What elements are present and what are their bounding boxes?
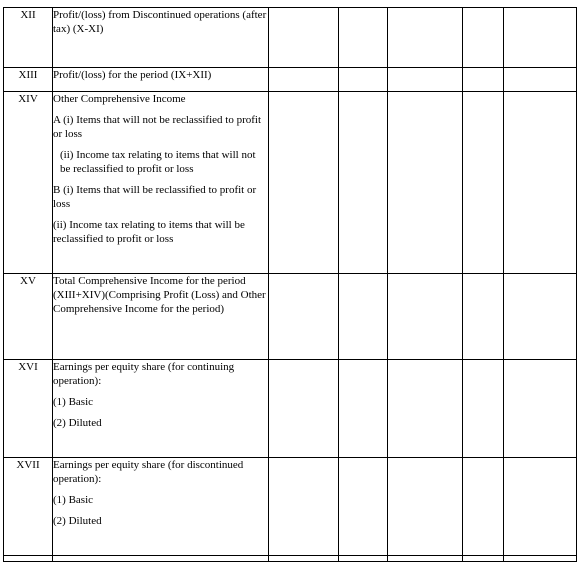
particulars-line: Other Comprehensive Income bbox=[53, 93, 186, 105]
amount-cell bbox=[269, 360, 339, 458]
table-row bbox=[4, 8, 577, 68]
particulars-line: Profit/(loss) from Discontinued operations (after tax) (X-XI) bbox=[53, 9, 267, 35]
amount-cell bbox=[504, 274, 577, 360]
amount-cell bbox=[339, 8, 388, 68]
amount-cell bbox=[339, 68, 388, 92]
particulars-line: (ii) Income tax relating to items that will not be reclassified to profit or loss bbox=[60, 149, 256, 175]
table-row bbox=[4, 274, 577, 360]
amount-cell bbox=[504, 556, 577, 562]
row-particulars bbox=[53, 274, 269, 360]
amount-cell bbox=[504, 68, 577, 92]
statement-table bbox=[3, 7, 577, 562]
row-particulars bbox=[53, 556, 269, 562]
amount-cell bbox=[339, 556, 388, 562]
amount-cell bbox=[388, 360, 463, 458]
table-row bbox=[4, 360, 577, 458]
amount-cell bbox=[339, 360, 388, 458]
row-number: XIII bbox=[4, 68, 53, 92]
table-row bbox=[4, 458, 577, 556]
row-particulars bbox=[53, 8, 269, 68]
amount-cell bbox=[463, 360, 504, 458]
particulars-line: Total Comprehensive Income for the period (XIII+XIV)(Comprising Profit (Loss) and Other Comprehensive Income for the period) bbox=[53, 275, 266, 315]
amount-cell bbox=[463, 458, 504, 556]
particulars-line: Earnings per equity share (for discontinued operation): bbox=[53, 459, 244, 485]
amount-cell bbox=[388, 274, 463, 360]
amount-cell bbox=[504, 458, 577, 556]
row-number: XII bbox=[4, 8, 53, 68]
row-number: XVII bbox=[4, 458, 53, 556]
amount-cell bbox=[269, 92, 339, 274]
amount-cell bbox=[388, 8, 463, 68]
amount-cell bbox=[269, 556, 339, 562]
row-particulars bbox=[53, 92, 269, 274]
amount-cell bbox=[463, 8, 504, 68]
amount-cell bbox=[504, 92, 577, 274]
particulars-line: (1) Basic bbox=[53, 396, 94, 408]
amount-cell bbox=[388, 458, 463, 556]
amount-cell bbox=[269, 458, 339, 556]
amount-cell bbox=[269, 274, 339, 360]
table-row bbox=[4, 92, 577, 274]
particulars-line: (ii) Income tax relating to items that will be reclassified to profit or loss bbox=[53, 219, 245, 245]
amount-cell bbox=[388, 92, 463, 274]
amount-cell bbox=[269, 8, 339, 68]
row-number: XVI bbox=[4, 360, 53, 458]
particulars-line: B (i) Items that will be reclassified to profit or loss bbox=[53, 184, 257, 210]
particulars-line: A (i) Items that will not be reclassified to profit or loss bbox=[53, 114, 262, 140]
row-particulars bbox=[53, 458, 269, 556]
amount-cell bbox=[269, 68, 339, 92]
table-row-partial bbox=[4, 556, 577, 562]
row-number: XV bbox=[4, 274, 53, 360]
amount-cell bbox=[463, 556, 504, 562]
particulars-line: (2) Diluted bbox=[53, 515, 102, 527]
particulars-line: Earnings per equity share (for continuing operation): bbox=[53, 361, 235, 387]
amount-cell bbox=[463, 274, 504, 360]
particulars-line: (1) Basic bbox=[53, 494, 94, 506]
particulars-line: (2) Diluted bbox=[53, 417, 102, 429]
amount-cell bbox=[504, 8, 577, 68]
amount-cell bbox=[339, 458, 388, 556]
amount-cell bbox=[463, 92, 504, 274]
amount-cell bbox=[463, 68, 504, 92]
amount-cell bbox=[339, 92, 388, 274]
row-particulars bbox=[53, 68, 269, 92]
particulars-line: Profit/(loss) for the period (IX+XII) bbox=[53, 69, 212, 81]
row-number bbox=[4, 556, 53, 562]
amount-cell bbox=[388, 556, 463, 562]
amount-cell bbox=[339, 274, 388, 360]
row-number: XIV bbox=[4, 92, 53, 274]
table-row bbox=[4, 68, 577, 92]
amount-cell bbox=[504, 360, 577, 458]
row-particulars bbox=[53, 360, 269, 458]
amount-cell bbox=[388, 68, 463, 92]
